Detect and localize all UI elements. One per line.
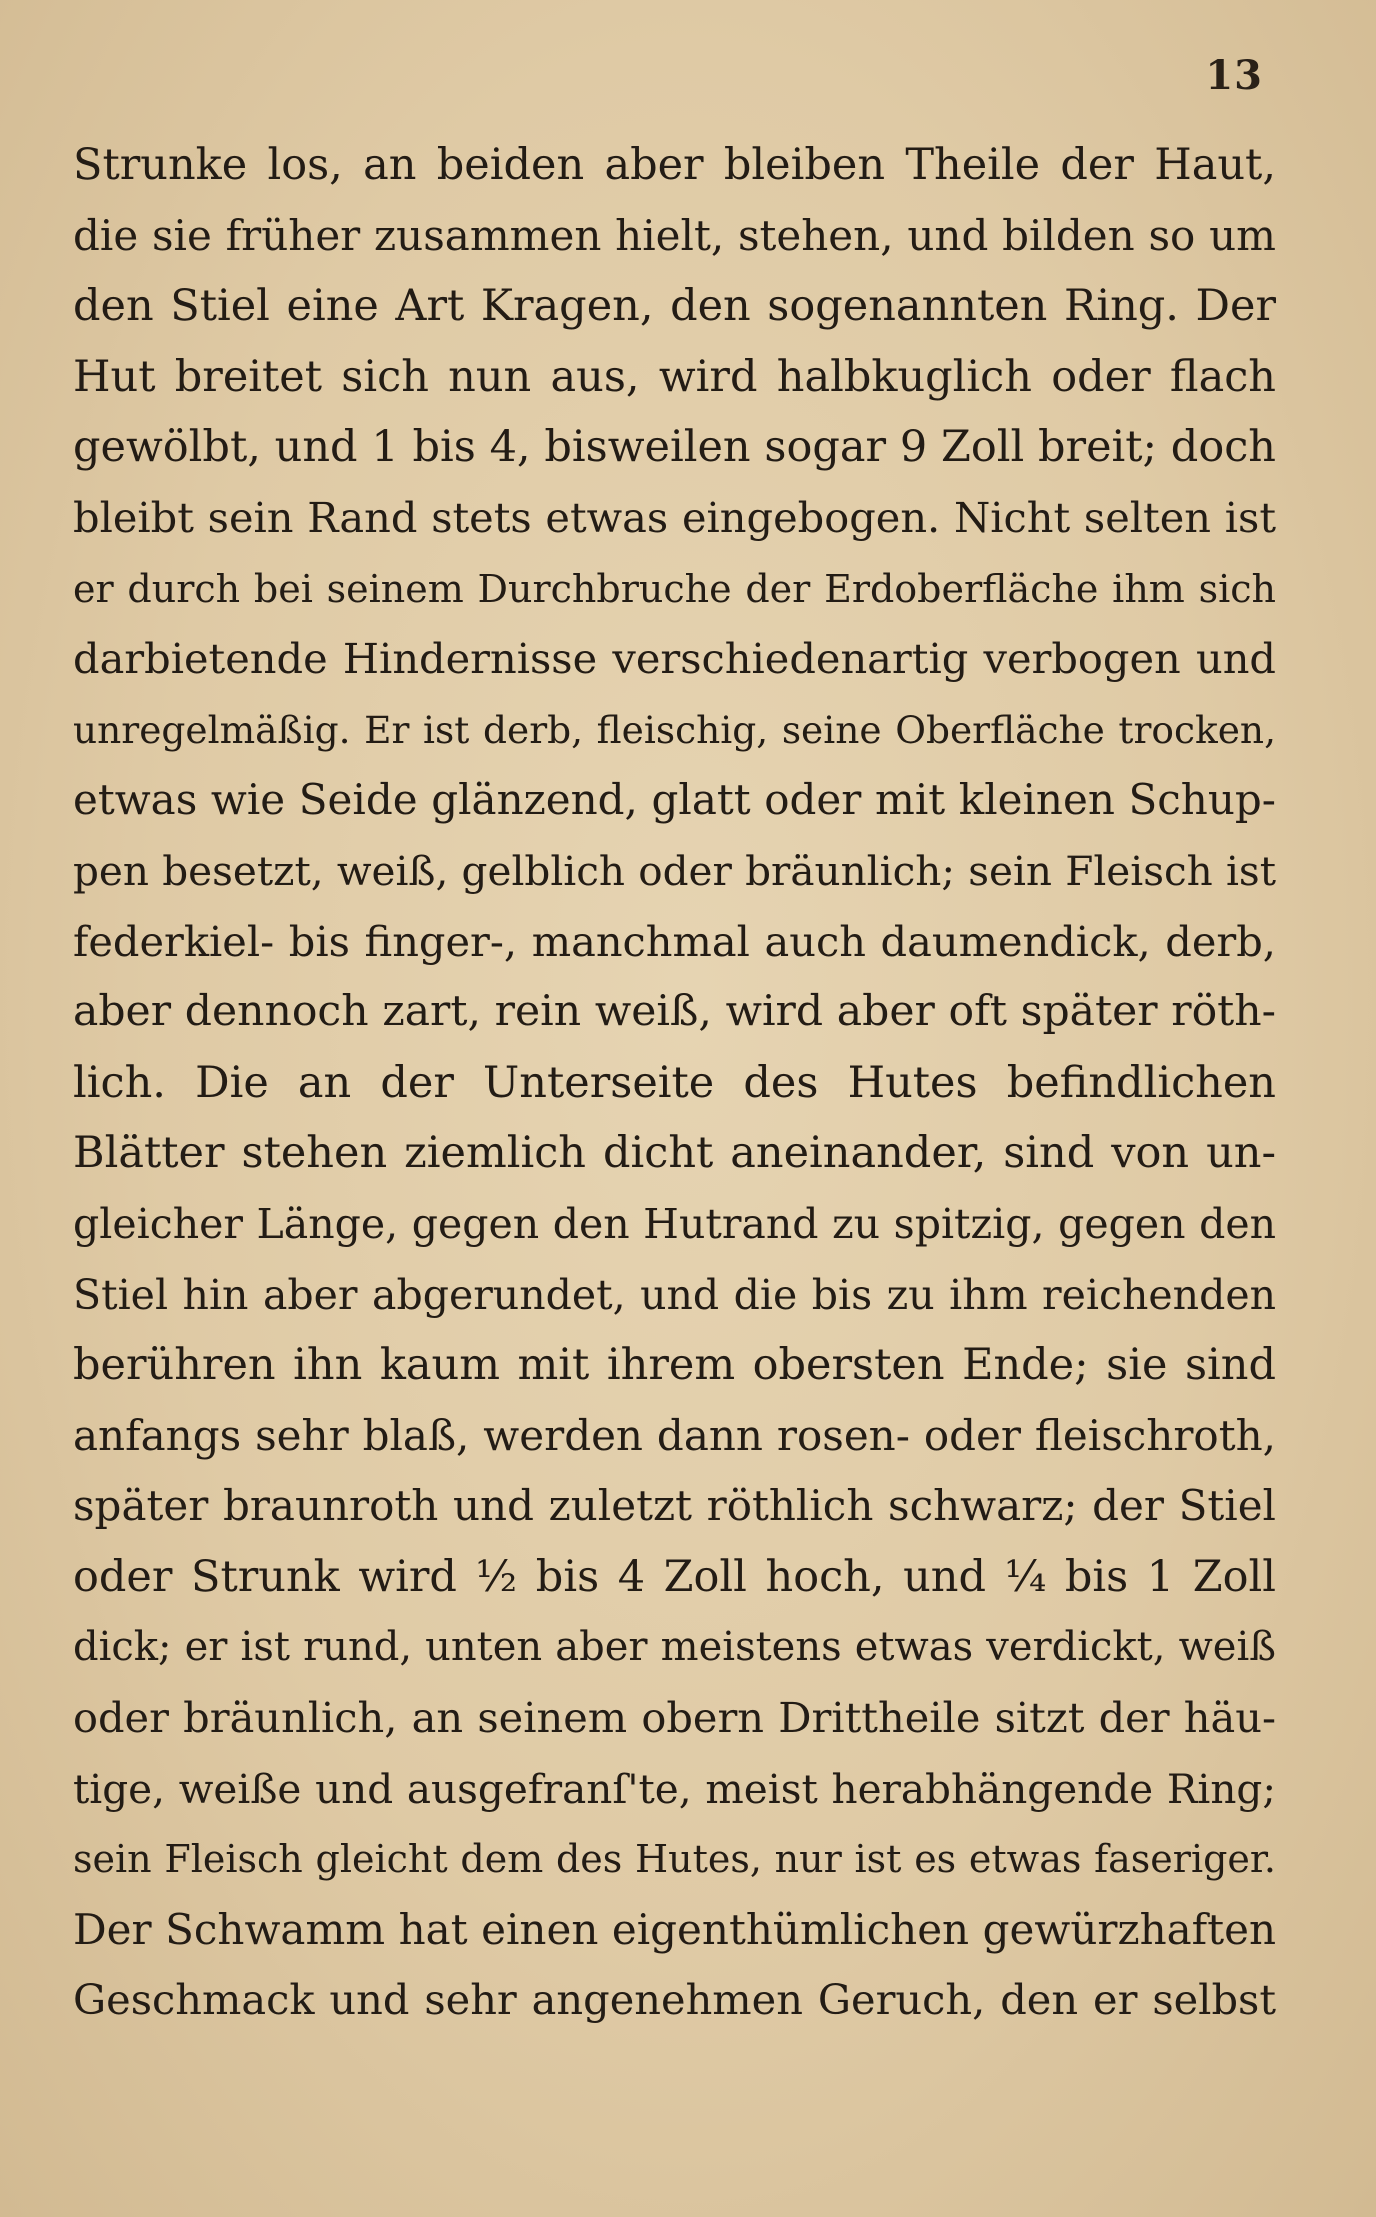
text-line: später braunroth und zuletzt röthlich schwarz; der Stiel (73, 1481, 1276, 1531)
text-line: pen besetzt, weiß, gelblich oder bräunlich; sein Fleisch ist (73, 846, 1276, 895)
text-line: oder Strunk wird ½ bis 4 Zoll hoch, und ¼ bis 1 Zoll (73, 1551, 1276, 1602)
text-line: die sie früher zusammen hielt, stehen, und bilden so um (73, 210, 1276, 260)
text-line: aber dennoch zart, rein weiß, wird aber oft später röth- (73, 987, 1276, 1037)
text-line: oder bräunlich, an seinem obern Drittheile sitzt der häu- (73, 1693, 1276, 1743)
text-line: berühren ihn kaum mit ihrem obersten Ende; sie sind (73, 1340, 1276, 1391)
text-line: anfangs sehr blaß, werden dann rosen- oder fleischroth, (73, 1410, 1276, 1460)
text-line: bleibt sein Rand stets etwas eingebogen. Nicht selten ist (73, 492, 1276, 542)
text-line: etwas wie Seide glänzend, glatt oder mit kleinen Schup- (73, 775, 1276, 825)
text-line: sein Fleisch gleicht dem des Hutes, nur ist es etwas faseriger. (73, 1837, 1276, 1882)
text-line: Geschmack und sehr angenehmen Geruch, den er selbst (73, 1975, 1276, 2025)
text-line: Der Schwamm hat einen eigenthümlichen gewürzhaften (73, 1904, 1276, 1954)
text-line: Stiel hin aber abgerundet, und die bis zu ihm reichenden (73, 1270, 1276, 1319)
text-line: gleicher Länge, gegen den Hutrand zu spitzig, gegen den (73, 1199, 1276, 1248)
text-line: darbietende Hindernisse verschiedenartig verbogen und (73, 634, 1276, 684)
body-text (73, 130, 1276, 2036)
text-line: Blätter stehen ziemlich dicht aneinander, sind von un- (73, 1128, 1276, 1179)
text-line: unregelmäßig. Er ist derb, fleischig, seine Oberfläche trocken, (73, 707, 1276, 752)
text-line: tige, weiße und ausgefranſ'te, meist herabhängende Ring; (73, 1764, 1276, 1813)
text-line: Hut breitet sich nun aus, wird halbkuglich oder flach (73, 351, 1276, 402)
text-line: gewölbt, und 1 bis 4, bisweilen sogar 9 Zoll breit; doch (73, 422, 1276, 473)
text-line: Strunke los, an beiden aber bleiben Theile der Haut, (73, 140, 1276, 190)
text-line: er durch bei seinem Durchbruche der Erdoberfläche ihm sich (73, 566, 1276, 611)
text-line: lich. Die an der Unterseite des Hutes befindlichen (73, 1057, 1276, 1108)
page-number: 13 (1205, 52, 1263, 99)
text-line: den Stiel eine Art Kragen, den sogenannten Ring. Der (73, 281, 1276, 332)
text-line: dick; er ist rund, unten aber meistens etwas verdickt, weiß (73, 1624, 1276, 1671)
text-line: federkiel- bis finger-, manchmal auch daumendick, derb, (73, 916, 1276, 966)
